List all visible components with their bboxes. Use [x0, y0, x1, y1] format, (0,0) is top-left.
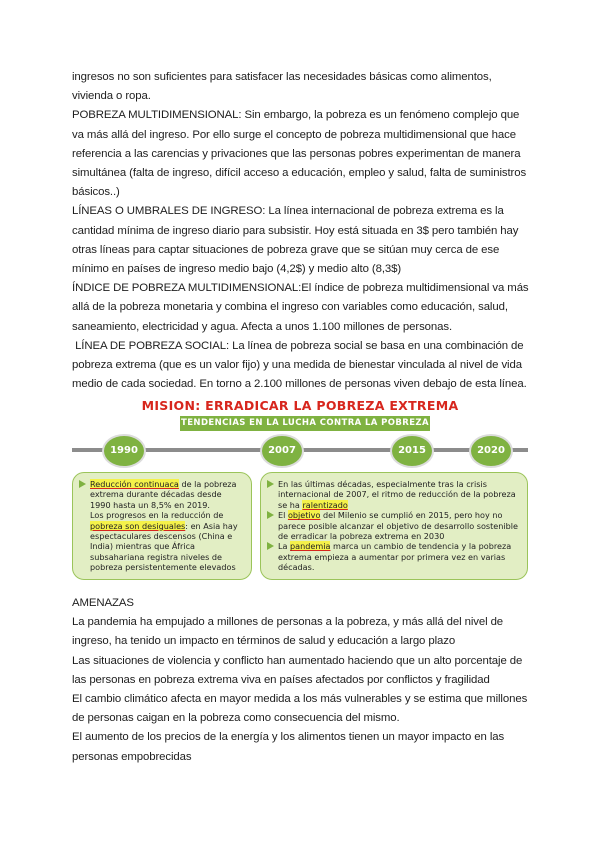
text-line: mínimo en países de ingreso medio bajo (4,2$) y medio alto (8,3$) — [72, 263, 402, 276]
bullet-item — [77, 510, 243, 572]
text-line: referencia a las carencias y privaciones que las personas pobres experimentan de manera — [72, 147, 521, 160]
body-text-top — [72, 68, 534, 394]
text-line: ingresos no son suficientes para satisfacer las necesidades básicas como alimentos, — [72, 71, 492, 83]
timeline-box-left — [72, 472, 252, 580]
bullet-text: de la pobreza extrema durante décadas desde 1990 hasta un 8,5% en 2019. — [90, 479, 237, 510]
text-line: El cambio climático afecta en mayor medida a los más vulnerables y se estima que millones — [72, 693, 528, 706]
bullet-text: : en Asia hay espectaculares descensos (China e India) mientras que África subsahariana registra niveles de pobreza persistentemente elevados — [90, 520, 238, 573]
text-line: simultánea (falta de ingreso, difícil acceso a educación, empleo y salud, falta de suministros — [72, 167, 527, 180]
bullet-item — [265, 479, 519, 510]
bullet-text: En las últimas décadas, especialmente tras la crisis internacional de 2007, el ritmo de reducción de la pobreza se ha — [278, 479, 516, 510]
bullet-item — [265, 510, 519, 541]
infographic-figure — [72, 398, 528, 588]
text-line: personas empobrecidas — [72, 750, 192, 763]
figure-title: MISION: ERRADICAR LA POBREZA EXTREMA — [141, 398, 459, 413]
arrow-bullet-icon — [267, 480, 274, 488]
text-line: básicos..) — [72, 186, 120, 199]
text-line: La pandemia ha empujado a millones de personas a la pobreza, y más allá del nivel de — [72, 616, 504, 629]
text-line: cantidad mínima de ingreso diario para subsistir. Hoy está situada en 3$ pero también hay — [72, 224, 519, 237]
text-line: vivienda o ropa. — [72, 90, 151, 103]
heading-line: LÍNEA DE POBREZA SOCIAL: La línea de pobreza social se basa en una combinación de — [72, 339, 524, 352]
highlight-text: ralentizado — [302, 499, 348, 510]
highlight-text: Reducción continuaca — [90, 479, 179, 489]
bullet-text: Los progresos en la reducción de — [90, 510, 224, 521]
text-line: va más allá del ingreso. Por ello surge el concepto de pobreza multidimensional que hace — [72, 128, 516, 141]
bullet-item — [77, 479, 243, 510]
text-line: pobreza extrema (que es un valor fijo) y una medida de bienestar vinculada al nivel de vida — [72, 359, 522, 372]
text-line: El aumento de los precios de la energía y los alimentos tienen un mayor impacto en las — [72, 731, 505, 744]
arrow-bullet-icon — [267, 542, 274, 550]
text-line: ingreso, ha tenido un impacto en términos de salud y educación a largo plazo — [72, 635, 456, 648]
arrow-bullet-icon — [267, 511, 274, 519]
highlight-text: pandemia — [290, 541, 331, 552]
year-badge-2020: 2020 — [469, 434, 513, 468]
body-text-bottom — [72, 594, 534, 767]
heading-line: LÍNEAS O UMBRALES DE INGRESO: La línea internacional de pobreza extrema es la — [72, 205, 504, 218]
arrow-bullet-icon — [79, 480, 86, 488]
year-badge-2007: 2007 — [260, 434, 304, 468]
year-badge-1990: 1990 — [102, 434, 146, 468]
highlight-text: pobreza son desiguales — [90, 520, 186, 531]
year-badge-2015: 2015 — [390, 434, 434, 468]
text-line: saneamiento, electricidad y agua. Afecta a unos 1.100 millones de personas. — [72, 320, 453, 333]
figure-subtitle-banner: TENDENCIAS EN LA LUCHA CONTRA LA POBREZA — [180, 416, 430, 431]
text-line: allá de la pobreza monetaria y combina el ingreso con variables como educación, salud, — [72, 301, 508, 314]
text-line: las personas en pobreza extrema viva en países afectados por conflictos y fragilidad — [72, 673, 490, 686]
timeline-box-right — [260, 472, 528, 580]
bullet-text: del Milenio se cumplió en 2015, pero hoy no parece posible alcanzar el objetivo de desarrollo sostenible de erradicar la pobreza extrema en 2030 — [278, 510, 519, 542]
bullet-text: La — [278, 541, 291, 552]
heading-line: POBREZA MULTIDIMENSIONAL: Sin embargo, la pobreza es un fenómeno complejo que — [72, 109, 520, 122]
text-line: Las situaciones de violencia y conflicto han aumentado haciendo que un alto porcentaje de — [72, 654, 523, 667]
bullet-text: marca un cambio de tendencia y la pobreza extrema empieza a aumentar por primera vez en varias décadas. — [278, 541, 512, 573]
highlight-text: objetivo — [287, 510, 321, 521]
text-line: otras líneas para captar situaciones de pobreza grave que se sitúan muy cerca de ese — [72, 243, 500, 256]
bullet-text: El — [278, 510, 288, 521]
bullet-item — [265, 541, 519, 572]
text-line: de personas caigan en la pobreza como consecuencia del mismo. — [72, 712, 400, 725]
section-heading: AMENAZAS — [72, 597, 134, 609]
text-line: medio de cada sociedad. En torno a 2.100 millones de personas viven debajo de esta línea. — [72, 378, 527, 391]
heading-line: ÍNDICE DE POBREZA MULTIDIMENSIONAL:El índice de pobreza multidimensional va más — [72, 282, 529, 295]
